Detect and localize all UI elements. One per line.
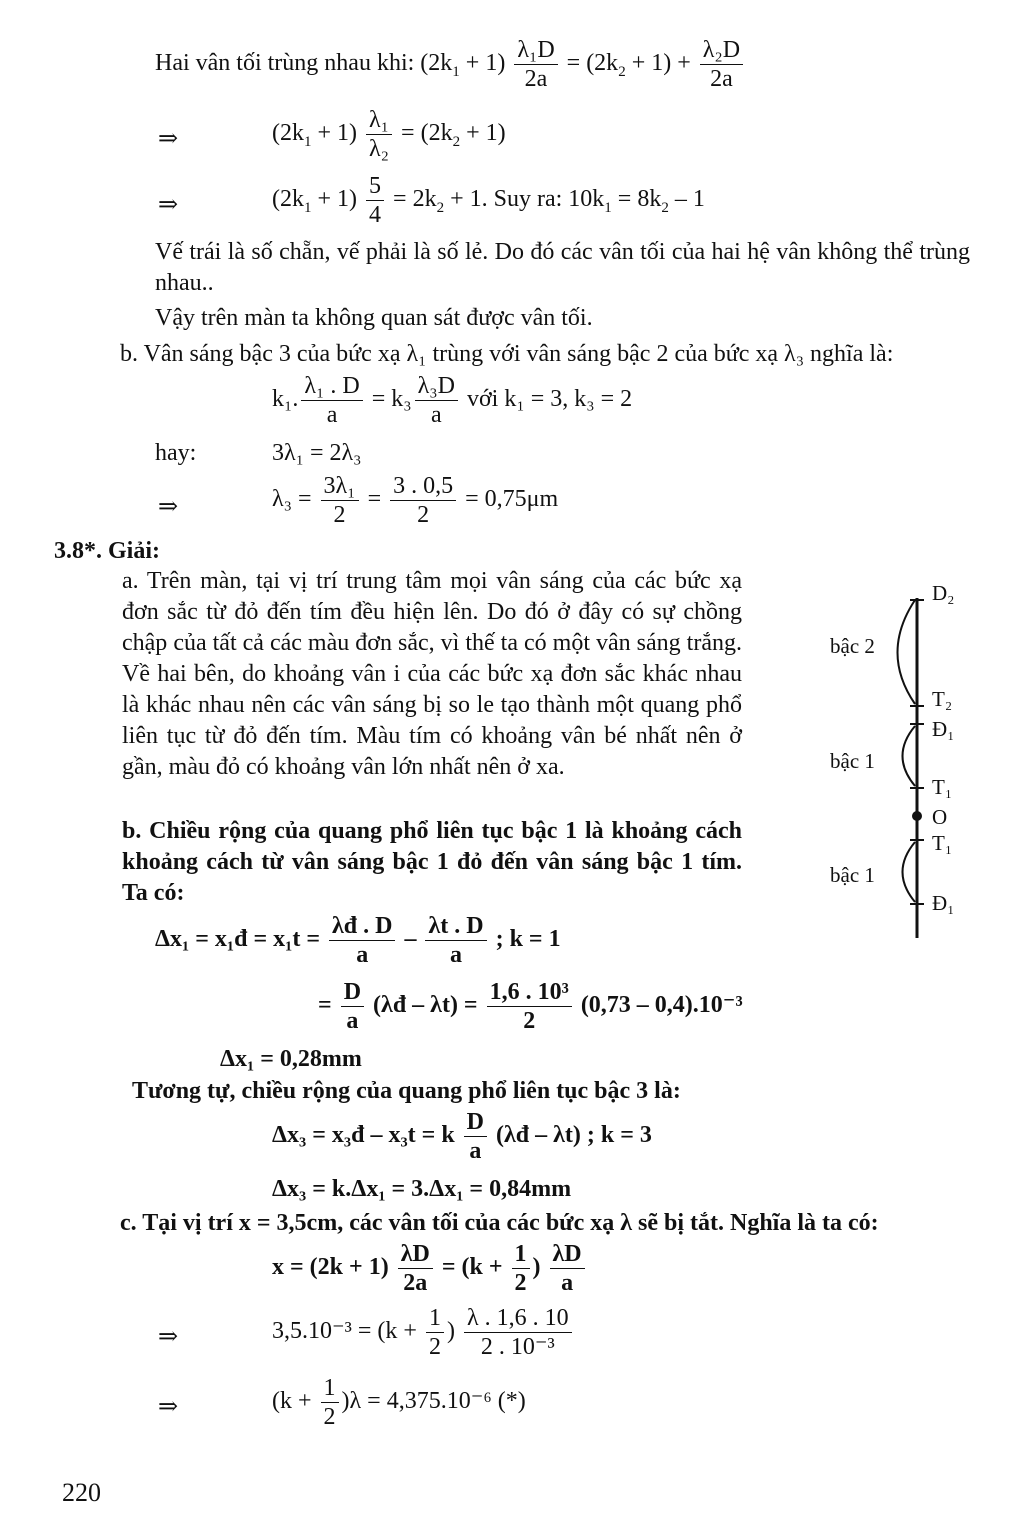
eq-dark-fringes-coincide: Hai vân tối trùng nhau khi: $(2k_1 + 1)$ $\frac{\text{λ₁D}}{2a}$ = $(2k_2 + 1)$ + $\frac{\text{λ₂D}}{2a}$ — [155, 38, 746, 91]
eq-delta-x3: Δx₃ = x₃đ – x₃t = k $\frac{D}{a}$ (λđ – λt) ; k = 3 — [272, 1109, 652, 1164]
fraction: $\frac{1}{2}$ — [321, 1376, 339, 1429]
paragraph-c: c. Tại vị trí x = 3,5cm, các vân tối của các bức xạ λ sẽ bị tắt. Nghĩa là ta có: — [120, 1210, 879, 1236]
paragraph-parity: Vế trái là số chẵn, vế phải là số lẻ. Do đó các vân tối của hai hệ vân không thể trùng nhau.. — [155, 239, 970, 296]
fraction: $\frac{\text{λ₁ . D}}{a}$ — [301, 374, 362, 427]
fraction: $\frac{\lambda D}{a}$ — [550, 1242, 585, 1295]
fraction: $\frac{\lambda D}{2a}$ — [398, 1242, 433, 1295]
paragraph-b: b. Vân sáng bậc 3 của bức xạ λ₁ trùng với vân sáng bậc 2 của bức xạ λ₃ nghĩa là: — [120, 341, 894, 367]
eq-lambda3: λ₃ = $\frac{\text{3λ₁}}{2}$ = $\frac{3 . 0,5}{2}$ = 0,75μm — [272, 473, 559, 528]
eq-star: (k + $\frac{1}{2}$ )λ = 4,375.10⁻⁶ (*) — [272, 1375, 526, 1430]
label-bac1-bottom: bậc 1 — [830, 863, 875, 887]
fraction: $\frac{1}{2}$ — [512, 1242, 530, 1295]
paragraph-a: a. Trên màn, tại vị trí trung tâm mọi vân sáng của các bức xạ đơn sắc từ đỏ đến tím đều hiện lên. Do đó ở đây có sự chồng chập của tất cả các màu đơn sắc, vì thế ta có một vân sáng trắng. Về hai bên, do khoảng vân i của các bức xạ đơn sắc khác nhau là khác nhau nên các vân sáng bị so le tạo thành một quang phổ liên tục từ đỏ đến tím. Màu tím có khoảng vân bé nhất nên ở gần, màu đỏ có khoảng vân lớn nhất nên ở xa. — [122, 568, 742, 780]
implies-arrow: ⇒ — [158, 1394, 179, 1420]
label-D2: D₂ — [932, 581, 955, 605]
fringe-order-diagram — [825, 578, 985, 948]
eq-x-dark: x = (2k + 1) $\frac{\lambda D}{2a}$ = (k + $\frac{1}{2}$ ) $\frac{\lambda D}{a}$ — [272, 1242, 588, 1295]
paragraph-b2: b. Chiều rộng của quang phổ liên tục bậc 1 là khoảng cách khoảng cách từ vân sáng bậc 1 đỏ đến vân sáng bậc 1 tím. Ta có: — [122, 818, 742, 906]
paragraph-similarly: Tương tự, chiều rộng của quang phổ liên tục bậc 3 là: — [132, 1078, 681, 1104]
fraction: $\frac{D}{a}$ — [341, 980, 364, 1033]
fraction: $\frac{3 . 0,5}{2}$ — [390, 474, 456, 527]
label-T1-top: T₁ — [932, 775, 953, 799]
fraction: $\frac{\lambda đ . D}{a}$ — [329, 914, 395, 967]
eq-delta-x1-result: Δx₁ = 0,28mm — [220, 1046, 362, 1072]
fraction: $\frac{\text{λ₃D}}{a}$ — [415, 374, 458, 427]
label-D1-top: Đ₁ — [932, 717, 955, 741]
fraction: $\frac{\lambda . 1,6 . 10}{\text{2 . 10⁻³}}$ — [464, 1306, 572, 1359]
fraction: $\frac{\text{λ₁D}}{2a}$ — [514, 38, 557, 91]
eq-substitution: 3,5.10⁻³ = (k + $\frac{1}{2}$ ) $\frac{\lambda . 1,6 . 10}{\text{2 . 10⁻³}}$ — [272, 1306, 575, 1359]
label-T2: T₂ — [932, 687, 953, 711]
implies-arrow: ⇒ — [158, 1324, 179, 1350]
label-bac2: bậc 2 — [830, 634, 875, 658]
label-bac1-top: bậc 1 — [830, 749, 875, 773]
eq-delta-x1-calc: = $\frac{D}{a}$ (λđ – λt) = $\frac{\text{1,6 . 10³}}{2}$ (0,73 – 0,4).10⁻³ — [318, 979, 743, 1034]
implies-arrow: ⇒ — [158, 494, 179, 520]
fraction: $\frac{\text{λ₂D}}{2a}$ — [700, 38, 743, 91]
label-D1-bottom: Đ₁ — [932, 891, 955, 915]
eq-lambda-relation: 3λ₁ = 2λ₃ — [272, 440, 362, 466]
paragraph-conclusion: Vậy trên màn ta không quan sát được vân tối. — [155, 305, 593, 331]
label-O: O — [932, 805, 948, 829]
eq-delta-x3-result: Δx₃ = k.Δx₁ = 3.Δx₁ = 0,84mm — [272, 1176, 572, 1202]
fraction: $\frac{1}{2}$ — [426, 1306, 444, 1359]
eq-delta-x1: Δx₁ = x₁đ = x₁t = $\frac{\lambda đ . D}{a}$ – $\frac{\lambda t . D}{a}$ ; k = 1 — [155, 913, 561, 968]
label-T1-bottom: T₁ — [932, 831, 953, 855]
implies-arrow: ⇒ — [158, 126, 179, 152]
eq-k-coincide: k₁. $\frac{\text{λ₁ . D}}{a}$ = k₃ $\frac{\text{λ₃D}}{a}$ với k₁ = 3, k₃ = 2 — [272, 373, 633, 428]
eq-ratio: $(2k_1 + 1)$ $\frac{\text{λ₁}}{\text{λ₂}}$ = $(2k_2 + 1)$ — [272, 107, 506, 162]
page-number: 220 — [62, 1478, 101, 1507]
fraction: $\frac{\lambda t . D}{a}$ — [425, 914, 486, 967]
eq-parity: $(2k_1 + 1)$ $\frac{5}{4}$ = $2k_2 + 1$. Suy ra: $10k_1 = 8k_2 - 1$ — [272, 173, 705, 228]
implies-arrow: ⇒ — [158, 192, 179, 218]
fraction: $\frac{D}{a}$ — [464, 1110, 487, 1163]
fraction: $\frac{5}{4}$ — [366, 174, 384, 227]
fraction: $\frac{\text{λ₁}}{\text{λ₂}}$ — [366, 108, 392, 161]
fraction: $\frac{\text{1,6 . 10³}}{2}$ — [487, 980, 572, 1033]
section-heading-3-8: 3.8*. Giải: — [54, 538, 160, 564]
fraction: $\frac{\text{3λ₁}}{2}$ — [321, 474, 359, 527]
label-hay: hay: — [155, 440, 197, 466]
